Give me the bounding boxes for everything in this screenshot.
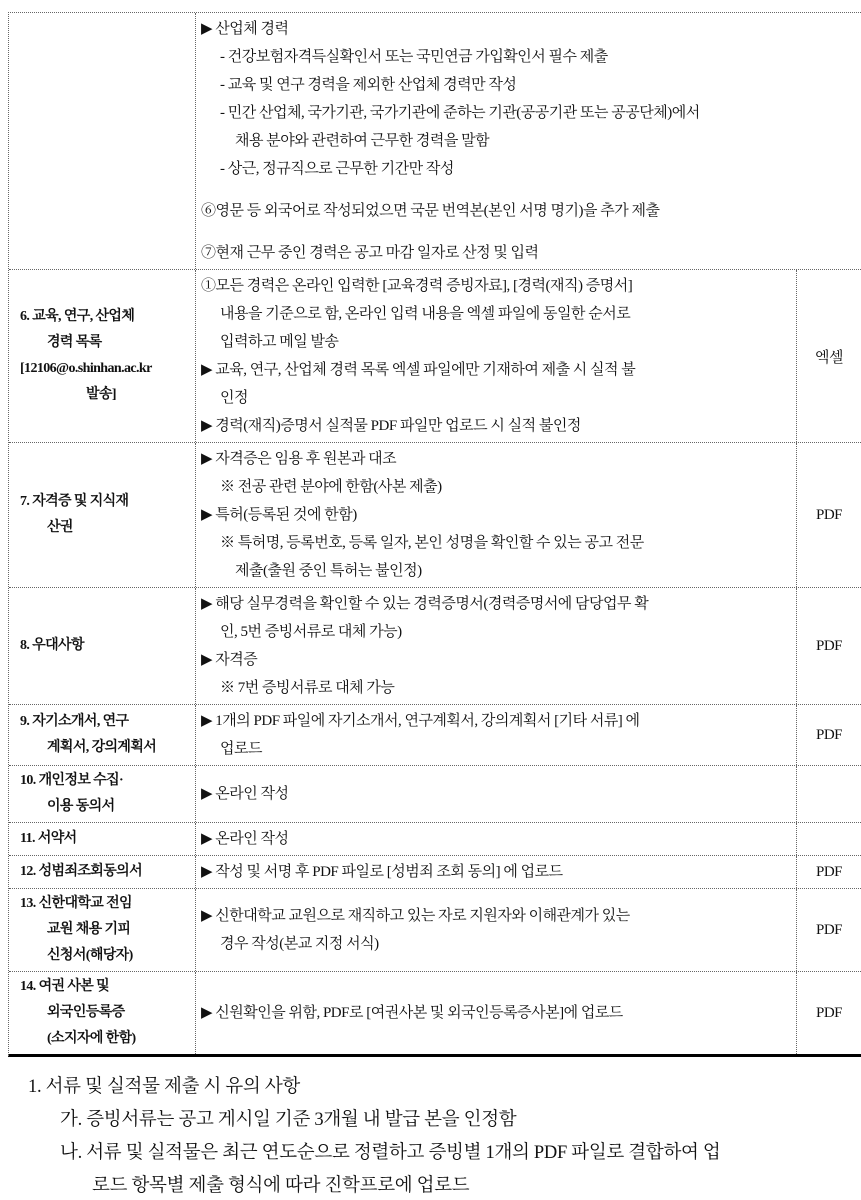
label-cell: [9, 766, 196, 822]
content-line: ▶ 신한대학교 교원으로 재직하고 있는 자로 지원자와 이해관계가 있는: [201, 908, 630, 924]
content-line: 내용을 기준으로 함, 온라인 입력 내용을 엑셀 파일에 동일한 순서로: [220, 306, 631, 322]
content-cell: [196, 13, 861, 269]
table-row: [9, 856, 861, 889]
content-line: ▶ 신원확인을 위함, PDF로 [여권사본 및 외국인등록증사본]에 업로드: [201, 1005, 623, 1021]
label-line: 10. 개인정보 수집·: [20, 773, 124, 788]
table-row: [9, 766, 861, 823]
content-line: ▶ 해당 실무경력을 확인할 수 있는 경력증명서(경력증명서에 담당업무 확: [201, 596, 649, 612]
notes-items: [8, 1104, 861, 1200]
content-cell: [196, 588, 797, 704]
note-line: 로드 항목별 제출 형식에 따라 진학프로에 업로드: [92, 1176, 470, 1196]
content-line: 채용 분야와 관련하여 근무한 경력을 말함: [235, 133, 490, 149]
content-line: - 교육 및 연구 경력을 제외한 산업체 경력만 작성: [220, 77, 517, 93]
content-line: 제출(출원 중인 특허는 불인정): [235, 563, 422, 579]
table-row: [9, 823, 861, 856]
content-cell: [196, 705, 797, 765]
table-row: [9, 972, 861, 1054]
label-cell: [9, 270, 196, 442]
table-row: [9, 443, 861, 588]
label-line: 12. 성범죄조회동의서: [20, 864, 142, 879]
table-row: [9, 889, 861, 972]
format-cell: 엑셀: [815, 349, 843, 366]
label-cell: [9, 705, 196, 765]
content-line: 입력하고 메일 발송: [220, 334, 339, 350]
content-line: 경우 작성(본교 지정 서식): [220, 936, 379, 952]
label-cell: [9, 443, 196, 587]
content-line: ▶ 1개의 PDF 파일에 자기소개서, 연구계획서, 강의계획서 [기타 서류] 에: [201, 713, 640, 729]
content-line: ▶ 경력(재직)증명서 실적물 PDF 파일만 업로드 시 실적 불인정: [201, 418, 581, 434]
table-row-continuation: [9, 13, 861, 270]
submission-notes-section: [8, 1071, 861, 1200]
content-line: ▶ 자격증은 임용 후 원본과 대조: [201, 451, 397, 467]
table-row: [9, 588, 861, 705]
content-line: ※ 특허명, 등록번호, 등록 일자, 본인 성명을 확인할 수 있는 공고 전문: [220, 535, 644, 551]
content-line: 업로드: [220, 741, 262, 757]
content-cell: [196, 889, 797, 971]
label-cell: [9, 972, 196, 1054]
content-line: ※ 전공 관련 분야에 한함(사본 제출): [220, 479, 442, 495]
format-cell: PDF: [815, 726, 843, 743]
content-line: ▶ 온라인 작성: [201, 831, 289, 847]
label-line: 9. 자기소개서, 연구: [20, 714, 129, 729]
label-line: 경력 목록: [47, 335, 102, 350]
content-line: ▶ 특허(등록된 것에 한함): [201, 507, 357, 523]
label-line: 11. 서약서: [20, 831, 77, 846]
content-line: ▶ 산업체 경력: [201, 21, 289, 37]
content-cell: [196, 270, 797, 442]
label-line: 외국인등록증: [47, 1005, 125, 1020]
content-line: - 상근, 정규직으로 근무한 기간만 작성: [220, 161, 454, 177]
label-line: 산권: [47, 520, 73, 535]
label-line: 이용 동의서: [47, 799, 115, 814]
content-line: [201, 225, 858, 239]
format-cell: PDF: [815, 921, 843, 938]
note-line: 나. 서류 및 실적물은 최근 연도순으로 정렬하고 증빙별 1개의 PDF 파일로 결합하여 업: [60, 1143, 721, 1163]
table-row: [9, 270, 861, 443]
label-cell-empty: [9, 13, 196, 269]
label-line: 7. 자격증 및 지식재: [20, 494, 129, 509]
format-cell: PDF: [815, 1004, 843, 1021]
format-cell: PDF: [815, 506, 843, 523]
content-line: - 건강보험자격득실확인서 또는 국민연금 가입확인서 필수 제출: [220, 49, 608, 65]
note-line: 가. 증빙서류는 공고 게시일 기준 3개월 내 발급 본을 인정함: [60, 1110, 517, 1130]
content-line: ※ 7번 증빙서류로 대체 가능: [220, 680, 395, 696]
label-cell: [9, 856, 196, 888]
content-line: 인정: [220, 390, 248, 406]
content-line: ▶ 작성 및 서명 후 PDF 파일로 [성범죄 조회 동의] 에 업로드: [201, 864, 563, 880]
content-cell: [196, 972, 797, 1054]
content-line: ▶ 온라인 작성: [201, 786, 289, 802]
required-documents-table: [8, 12, 861, 1057]
content-cell: [196, 766, 797, 822]
format-cell: [797, 823, 861, 855]
content-line: ▶ 교육, 연구, 산업체 경력 목록 엑셀 파일에만 기재하여 제출 시 실적 불: [201, 362, 636, 378]
label-cell: [9, 823, 196, 855]
content-cell: [196, 823, 797, 855]
content-line: ▶ 자격증: [201, 652, 258, 668]
label-line: (소지자에 한함): [47, 1031, 136, 1046]
label-line: 14. 여권 사본 및: [20, 979, 110, 994]
format-cell: PDF: [815, 863, 843, 880]
content-line: - 민간 산업체, 국가기관, 국가기관에 준하는 기관(공공기관 또는 공공단체)에서: [220, 105, 700, 121]
content-cell: [196, 443, 797, 587]
label-cell: [9, 889, 196, 971]
label-line: 계획서, 강의계획서: [47, 740, 157, 755]
label-line: [12106@o.shinhan.ac.kr: [20, 361, 152, 376]
label-line: 신청서(해당자): [47, 948, 133, 963]
label-line: 교원 채용 기피: [47, 922, 131, 937]
label-line: 8. 우대사항: [20, 638, 84, 653]
label-line: 6. 교육, 연구, 산업체: [20, 309, 135, 324]
table-row: [9, 705, 861, 766]
content-line: [201, 183, 858, 197]
content-line: ⑥영문 등 외국어로 작성되었으면 국문 번역본(본인 서명 명기)을 추가 제출: [201, 203, 660, 219]
content-line: ⑦현재 근무 중인 경력은 공고 마감 일자로 산정 및 입력: [201, 245, 539, 261]
label-cell: [9, 588, 196, 704]
format-cell: PDF: [815, 637, 843, 654]
label-line: 13. 신한대학교 전임: [20, 896, 132, 911]
content-line: ①모든 경력은 온라인 입력한 [교육경력 증빙자료], [경력(재직) 증명서]: [201, 278, 633, 294]
format-cell: [797, 766, 861, 822]
content-line: 인, 5번 증빙서류로 대체 가능): [220, 624, 402, 640]
label-line: 발송]: [86, 387, 116, 402]
notes-heading: 1. 서류 및 실적물 제출 시 유의 사항: [28, 1077, 300, 1097]
content-cell: [196, 856, 797, 888]
